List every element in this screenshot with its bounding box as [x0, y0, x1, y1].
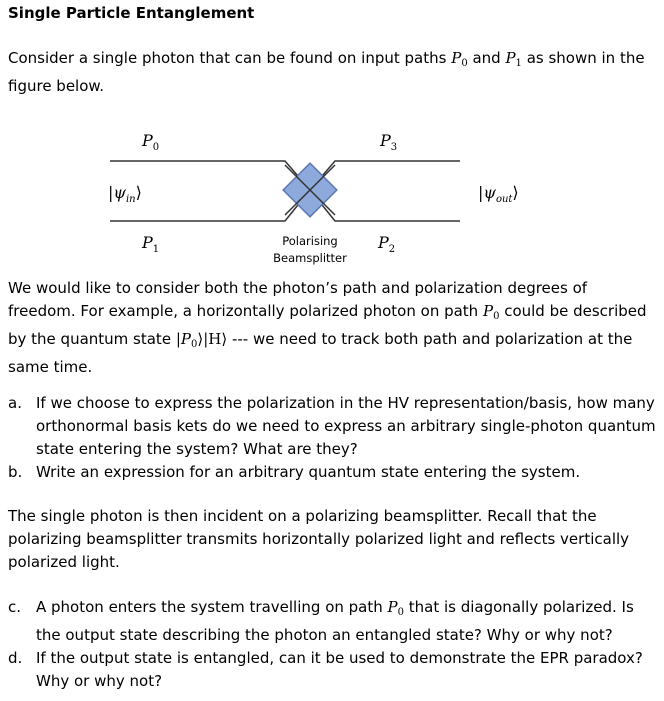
intro-paragraph — [8, 47, 656, 98]
beamsplitter-diagram — [90, 118, 570, 268]
path-p0-symbol: $P_0$ — [482, 302, 500, 322]
questions-cd — [8, 596, 656, 693]
question-a: a. If we choose to express the polarization in the HV representation/basis, how many orthonormal basis kets do we need to express an arbitrary single-photon quantum state entering the system? What are they? — [8, 394, 656, 458]
bs-label-line1: Polarising — [282, 234, 338, 248]
polarising-beamsplitter — [283, 163, 337, 217]
psi-in-label: $|\psi_{in}⟩$ — [108, 183, 142, 205]
label-p3: $P_3$ — [380, 131, 398, 153]
question-c: c. A photon enters the system travelling on path $P_0$ that is diagonally polarized. Is the output state describing the photon an entangled state? Why or why not? — [8, 598, 634, 644]
intro-text: Consider a single photon that can be found on input paths — [8, 49, 452, 67]
page-title: Single Particle Entanglement — [8, 4, 255, 22]
example-ket: $|P_0⟩|H⟩$ — [175, 330, 228, 350]
intro-text-end: as shown in the figure below. — [8, 49, 645, 95]
state-description-paragraph: We would like to consider both the photon’s path and polarization degrees of freedom. For example, a horizontally polarized photon on path $P_0$ could be described by the quantum state $|P_0⟩|H⟩$ --- we need to track both path and polarization at the same time. — [8, 279, 647, 376]
label-p0: $P_0$ — [142, 131, 160, 153]
path-p1-symbol: $P_1$ — [505, 49, 522, 69]
label-p2: $P_2$ — [378, 233, 396, 255]
intro-and: and — [467, 49, 506, 67]
beamsplitter-paragraph: The single photon is then incident on a polarizing beamsplitter. Recall that the polarizing beamsplitter transmits horizontally polarized light and reflects vertically polarized light. — [8, 507, 630, 571]
label-p1: $P_1$ — [142, 233, 160, 255]
question-b: b. Write an expression for an arbitrary quantum state entering the system. — [8, 463, 581, 481]
path-p0-symbol: $P_0$ — [387, 598, 404, 618]
psi-out-label: $|\psi_{out}⟩$ — [478, 183, 519, 205]
bs-label-line2: Beamsplitter — [273, 251, 347, 265]
questions-ab — [8, 392, 656, 484]
path-p0-symbol: $P_0$ — [451, 49, 468, 69]
question-d: d. If the output state is entangled, can it be used to demonstrate the EPR paradox? Why or why not? — [8, 649, 643, 690]
